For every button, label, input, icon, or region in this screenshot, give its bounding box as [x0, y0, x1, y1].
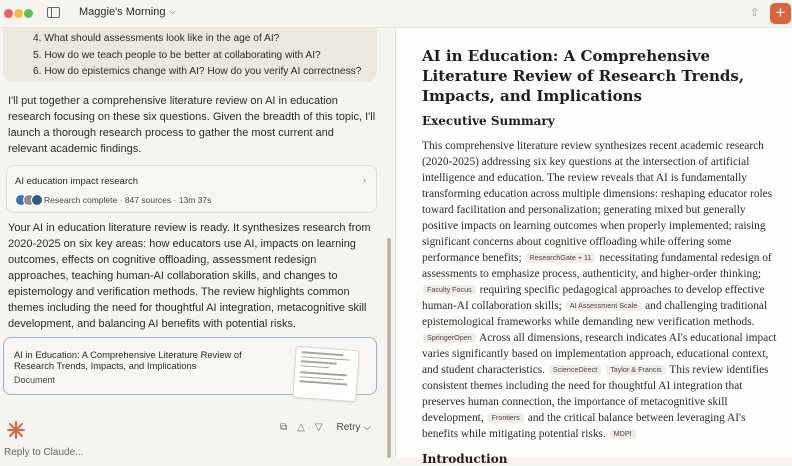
- citation-badge[interactable]: ResearchGate + 11: [525, 253, 595, 263]
- body-text: Across all dimensions, research indicates AI's educational impact varies significantly based on implementation approach, educational context, and student characteristics.: [422, 332, 777, 376]
- research-card[interactable]: [6, 165, 377, 213]
- document-thumbnail: [292, 346, 359, 402]
- chevron-right-icon: ›: [362, 175, 366, 186]
- question-item: 4. What should assessments look like in the age of AI?: [33, 33, 280, 44]
- document-card[interactable]: [3, 337, 377, 395]
- research-duration: 13m 37s: [178, 195, 212, 205]
- share-icon[interactable]: ⇧: [750, 7, 760, 19]
- next-section-heading: Introduction: [422, 452, 508, 466]
- citation-badge[interactable]: SpringerOpen: [423, 333, 476, 343]
- document-title: AI in Education: A Comprehensive Literature Review of Research Trends, Impacts, and Implications: [422, 47, 745, 105]
- body-text: necessitating fundamental redesign of assessments to emphasize process, authenticity, and higher-order thinking;: [422, 252, 772, 280]
- document-pane: [395, 28, 792, 466]
- copy-icon[interactable]: ⧉: [280, 421, 288, 433]
- chevron-down-icon: ⌵: [169, 7, 176, 16]
- assistant-intro-text: I'll put together a comprehensive literature review on AI in education research focusing on these six questions. Given the breadth of this topic, I'll launch a thorough research process to gather the most current and relevant academic findings.: [8, 95, 376, 155]
- citation-badge[interactable]: Faculty Focus: [423, 285, 476, 295]
- body-text: and the critical balance between leveraging AI's benefits while mitigating potential risks.: [422, 412, 746, 440]
- chat-pane: [0, 28, 386, 458]
- document-card-title: AI in Education: A Comprehensive Literature Review of Research Trends, Impacts, and Implications: [14, 349, 242, 371]
- sources-count: 847 sources: [124, 195, 172, 205]
- minimize-window-button[interactable]: [14, 9, 23, 18]
- zoom-window-button[interactable]: [24, 9, 33, 18]
- question-item: 5. How do we teach people to be better at collaborating with AI?: [33, 49, 321, 61]
- assistant-summary-text: Your AI in education literature review is ready. It synthesizes research from 2020-2025 on six key areas: how educators use AI, impacts on learning outcomes, effects on cognitive offloading, assessment redesign approaches, teaching human-AI collaboration skills, and changes to epistemology and verification methods. The review highlights common themes including the need for thoughtful AI integration, metacognitive skill development, and balancing AI benefits with potential risks.: [8, 222, 371, 330]
- citation-badge[interactable]: Frontiers: [488, 413, 524, 423]
- citation-badge[interactable]: AI Assessment Scale: [566, 301, 642, 311]
- body-text: This comprehensive literature review synthesizes recent academic research (2020-2025) addressing six key questions at the intersection of artificial intelligence and education. The review reveals that AI is fundamentally transforming education across multiple dimensions: reshaping educator roles toward facilitation and personalization; generating mixed but generally positive impacts on learning outcomes when properly implemented; raising significant concerns about cognitive offloading while offering some performance benefits;: [422, 140, 773, 264]
- source-favicon-icon: [31, 194, 43, 206]
- new-chat-button[interactable]: +: [770, 3, 791, 24]
- status-text: Research complete: [44, 195, 118, 205]
- source-favicons: [15, 194, 43, 206]
- title-bar: [0, 0, 792, 28]
- close-window-button[interactable]: [4, 9, 13, 18]
- body-text: and challenging traditional epistemological frameworks while demanding new verification methods.: [422, 300, 768, 328]
- claude-logo-icon: [6, 420, 26, 440]
- body-text: This review identifies consistent themes including the need for thoughtful AI integration that preserves human connection, the importance of metacognitive skill development,: [422, 364, 769, 424]
- separator: ·: [119, 195, 123, 205]
- separator: ·: [173, 195, 177, 205]
- chat-scrollbar[interactable]: [387, 238, 391, 458]
- thumbs-down-icon[interactable]: ▽: [314, 421, 323, 433]
- user-message: [3, 28, 377, 82]
- chat-title: Maggie's Morning: [79, 6, 166, 18]
- thumbs-up-icon[interactable]: △: [297, 421, 305, 433]
- section-heading: Executive Summary: [422, 114, 555, 128]
- research-title: AI education impact research: [15, 176, 139, 187]
- citation-badge[interactable]: ScienceDirect: [549, 365, 601, 375]
- reply-input[interactable]: Reply to Claude...: [4, 447, 84, 458]
- citation-badge[interactable]: MDPI: [610, 429, 636, 439]
- document-card-type: Document: [14, 375, 56, 385]
- question-item: 6. How do epistemics change with AI? How do you verify AI correctness?: [33, 66, 362, 77]
- sidebar-toggle-icon[interactable]: [47, 7, 60, 18]
- research-status: [44, 195, 211, 205]
- chat-title-dropdown[interactable]: [79, 6, 176, 18]
- citation-badge[interactable]: Taylor & Francis: [606, 365, 666, 375]
- body-text: requiring specific pedagogical approaches to develop effective human-AI collaboration skills;: [422, 284, 765, 312]
- message-actions: [280, 420, 371, 434]
- document-body: [422, 138, 777, 442]
- retry-button[interactable]: Retry ⌵: [336, 421, 371, 433]
